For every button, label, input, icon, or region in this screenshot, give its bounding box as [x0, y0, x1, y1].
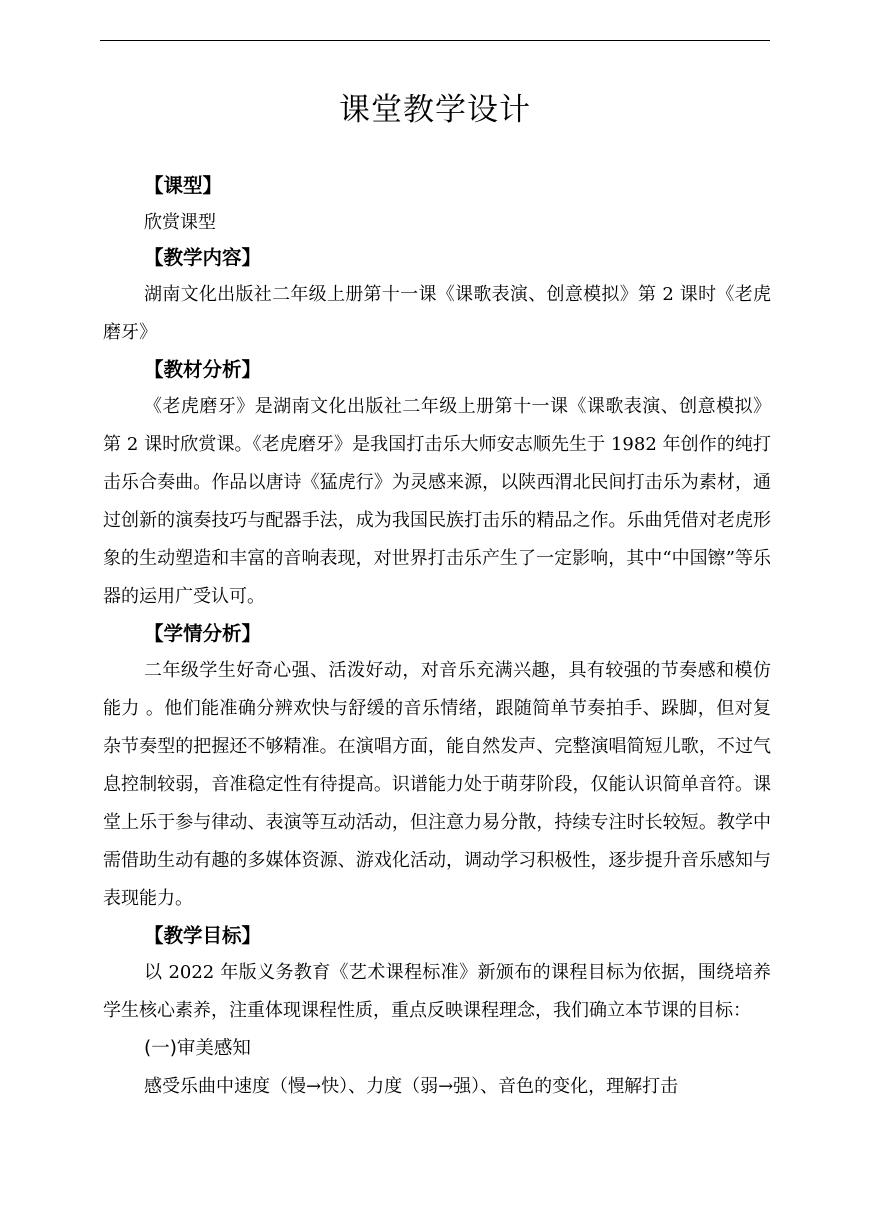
- section-heading-teaching-content: 【教学内容】: [144, 246, 262, 269]
- subsection-heading-aesthetic-perception: (一)审美感知: [144, 1038, 251, 1059]
- section-heading-teaching-goals: 【教学目标】: [144, 924, 262, 947]
- document-body: [103, 168, 771, 1106]
- section-heading-lesson-type: 【课型】: [144, 174, 223, 197]
- section-heading-material-analysis: 【教材分析】: [144, 358, 262, 381]
- section-body-teaching-content: 湖南文化出版社二年级上册第十一课《课歌表演、创意模拟》第 2 课时《老虎磨牙》: [103, 284, 771, 343]
- page-title: 课堂教学设计: [339, 92, 531, 128]
- section-heading-student-analysis: 【学情分析】: [144, 622, 262, 645]
- section-body-student-analysis: 二年级学生好奇心强、活泼好动，对音乐充满兴趣，具有较强的节奏感和模仿能力 。他们能准确分辨欢快与舒缓的音乐情绪，跟随简单节奏拍手、跺脚，但对复杂节奏型的把握还不够精准。在演唱方面，能自然发声、完整演唱简短儿歌，不过气息控制较弱，音准稳定性有待提高。识谱能力处于萌芽阶段，仅能认识简单音符。课堂上乐于参与律动、表演等互动活动，但注意力易分散，持续专注时长较短。教学中需借助生动有趣的多媒体资源、游戏化活动，调动学习积极性，逐步提升音乐感知与表现能力。: [103, 660, 771, 909]
- subsection-body-aesthetic-perception: 感受乐曲中速度（慢→快）、力度（弱→强）、音色的变化，理解打击: [144, 1076, 679, 1097]
- header-rule: [100, 40, 770, 41]
- section-body-material-analysis: 《老虎磨牙》是湖南文化出版社二年级上册第十一课《课歌表演、创意模拟》第 2 课时欣赏课。《老虎磨牙》是我国打击乐大师安志顺先生于 1982 年创作的纯打击乐合奏曲。作品以唐诗《猛虎行》为灵感来源，以陕西渭北民间打击乐为素材，通过创新的演奏技巧与配器手法，成为我国民族打击乐的精品之作。乐曲凭借对老虎形象的生动塑造和丰富的音响表现，对世界打击乐产生了一定影响，其中“中国镲”等乐器的运用广受认可。: [103, 396, 771, 607]
- section-body-teaching-goals: 以 2022 年版义务教育《艺术课程标准》新颁布的课程目标为依据，围绕培养学生核心素养，注重体现课程性质，重点反映课程理念，我们确立本节课的目标：: [103, 962, 771, 1021]
- section-body-lesson-type: 欣赏课型: [144, 212, 216, 233]
